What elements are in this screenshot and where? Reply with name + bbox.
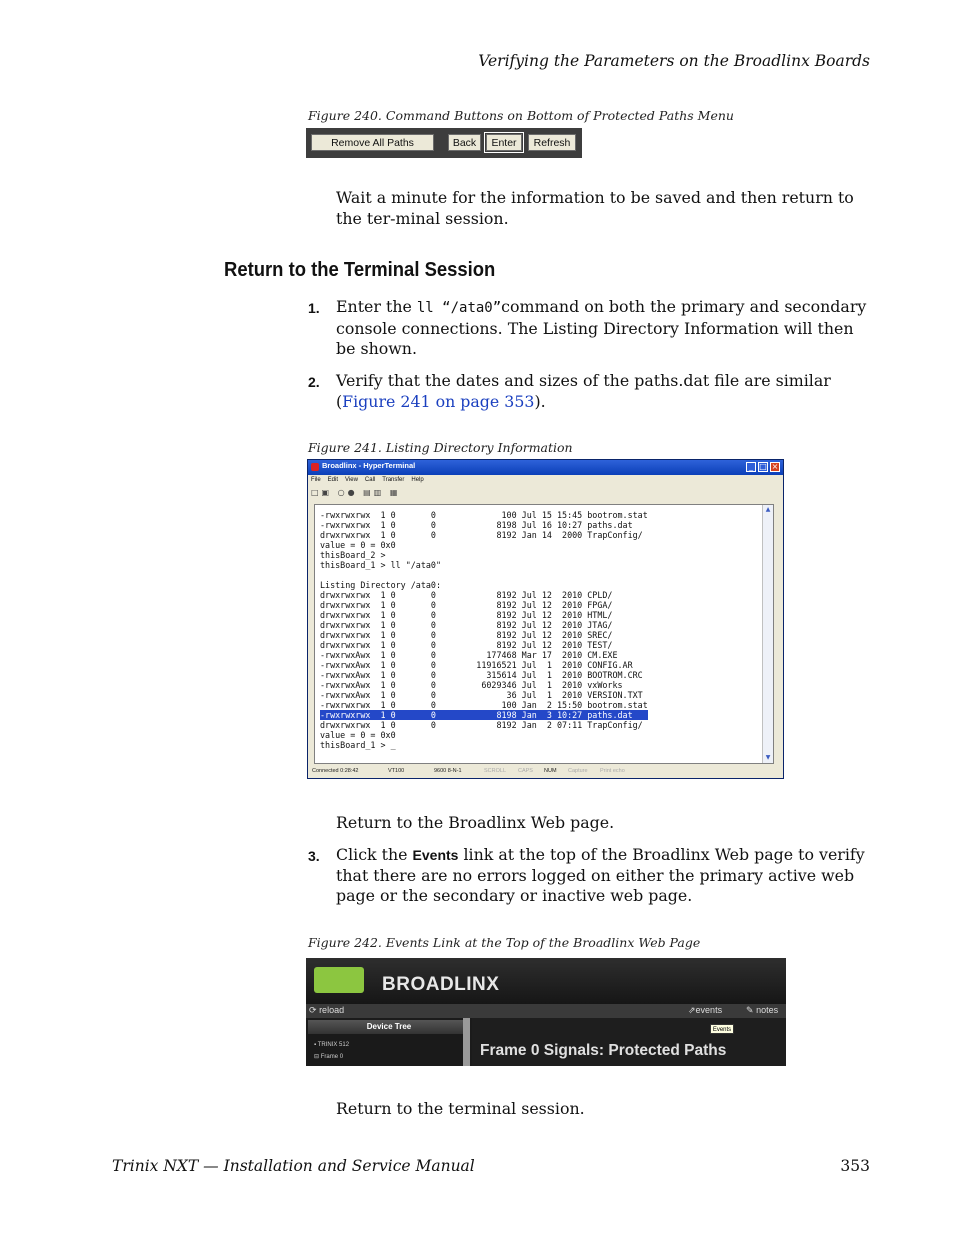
tree-item-frame0[interactable]: ⊟ Frame 0	[314, 1054, 344, 1060]
status-print-echo: Print echo	[600, 768, 625, 774]
terminal-line: -rwxrwxAwx 1 0 0 36 Jul 1 2010 VERSION.TXT	[320, 690, 643, 700]
menu-call[interactable]: Call	[364, 477, 376, 483]
terminal-line: -rwxrwxAwx 1 0 0 315614 Jul 1 2010 BOOTROM.CRC	[320, 670, 643, 680]
status-scroll: SCROLL	[484, 768, 507, 774]
events-tooltip: Events	[710, 1024, 734, 1034]
broadlinx-web-page	[306, 958, 786, 1066]
terminal-line: -rwxrwxAwx 1 0 0 11916521 Jul 1 2010 CONFIG.AR	[320, 660, 633, 670]
minimize-icon[interactable]: _	[746, 462, 756, 472]
step-3-text	[336, 845, 872, 907]
terminal-line: drwxrwxrwx 1 0 0 8192 Jul 12 2010 JTAG/	[320, 620, 613, 630]
running-header: Verifying the Parameters on the Broadlinx Boards	[478, 52, 870, 70]
step-3-before: Click the	[336, 845, 413, 864]
enter-button[interactable]: Enter	[486, 134, 522, 151]
terminal-line	[320, 570, 648, 580]
window-title: Broadlinx - HyperTerminal	[322, 461, 416, 470]
status-connected: Connected 0:28:42	[312, 768, 359, 774]
terminal-line: drwxrwxrwx 1 0 0 8192 Jan 2 07:11 TrapConfig/	[320, 720, 643, 730]
terminal-pane[interactable]	[314, 504, 774, 764]
broadlinx-header	[306, 958, 786, 1004]
step-2-text	[336, 371, 872, 412]
status-port-settings: 9600 8-N-1	[434, 768, 462, 774]
figure-241-caption: Figure 241. Listing Directory Information	[308, 440, 573, 455]
step-1-after: command on both the primary and secondary console connections. The Listing Directory Information will then be shown.	[336, 297, 867, 358]
terminal-line: thisBoard_2 >	[320, 550, 386, 560]
events-keyword: Events	[412, 847, 459, 863]
terminal-line-highlighted: -rwxrwxrwx 1 0 0 8198 Jan 3 10:27 paths.dat	[320, 710, 648, 720]
hyperterminal-window	[307, 459, 784, 779]
return-web-paragraph: Return to the Broadlinx Web page.	[336, 813, 615, 832]
device-icon: ▪	[314, 1042, 317, 1048]
events-icon: ⇗	[688, 1005, 696, 1015]
reload-icon: ⟳	[309, 1005, 317, 1015]
status-num: NUM	[544, 768, 557, 774]
tree-item-trinix[interactable]: ▪ TRINIX 512	[314, 1042, 350, 1048]
figure-241-link[interactable]: Figure 241 on page 353	[342, 391, 535, 411]
panel-splitter[interactable]	[463, 1018, 470, 1066]
command-button-bar	[306, 128, 582, 158]
return-terminal-paragraph: Return to the terminal session.	[336, 1099, 585, 1118]
terminal-line: drwxrwxrwx 1 0 0 8192 Jul 12 2010 HTML/	[320, 610, 613, 620]
status-emulation: VT100	[388, 768, 405, 774]
refresh-button[interactable]: Refresh	[528, 134, 576, 151]
terminal-line: Listing Directory /ata0:	[320, 580, 442, 590]
step-1-number: 1.	[308, 300, 320, 316]
terminal-line: -rwxrwxAwx 1 0 0 6029346 Jul 1 2010 vxWorks	[320, 680, 623, 690]
footer-title: Trinix NXT — Installation and Service Manual	[112, 1157, 475, 1175]
terminal-line: drwxrwxrwx 1 0 0 8192 Jan 14 2000 TrapConfig/	[320, 530, 643, 540]
close-icon[interactable]: ×	[771, 462, 779, 471]
scroll-up-icon[interactable]: ▲	[765, 506, 771, 513]
main-content	[472, 1018, 786, 1066]
status-bar	[310, 766, 781, 777]
terminal-line: value = 0 = 0x0	[320, 540, 396, 550]
scroll-down-icon[interactable]: ▼	[765, 754, 771, 761]
vertical-scrollbar[interactable]	[762, 505, 773, 763]
section-heading: Return to the Terminal Session	[224, 258, 496, 281]
status-capture: Capture	[568, 768, 588, 774]
terminal-line: thisBoard_1 > ll "/ata0"	[320, 560, 442, 570]
step-3-after: link at the top of the Broadlinx Web page to verify that there are no errors logged on either the primary active web page or the secondary or inactive web page.	[336, 845, 865, 905]
page-number: 353	[840, 1157, 870, 1175]
terminal-line: -rwxrwxAwx 1 0 0 177468 Mar 17 2010 CM.EXE	[320, 650, 618, 660]
terminal-line: value = 0 = 0x0	[320, 730, 396, 740]
terminal-line: -rwxrwxrwx 1 0 0 100 Jul 15 15:45 bootrom.stat	[320, 510, 648, 520]
terminal-output	[320, 510, 648, 750]
terminal-line: -rwxrwxrwx 1 0 0 100 Jan 2 15:50 bootrom.stat	[320, 700, 648, 710]
menu-file[interactable]: File	[311, 477, 321, 483]
device-tree-panel	[308, 1020, 470, 1066]
hyperterminal-app-icon	[311, 463, 319, 471]
events-link[interactable]: ⇗events	[688, 1005, 723, 1015]
terminal-line: drwxrwxrwx 1 0 0 8192 Jul 12 2010 SREC/	[320, 630, 613, 640]
remove-all-paths-button[interactable]: Remove All Paths	[311, 134, 434, 151]
broadlinx-nav-bar	[306, 1004, 786, 1018]
figure-240-caption: Figure 240. Command Buttons on Bottom of Protected Paths Menu	[308, 108, 734, 123]
terminal-line: drwxrwxrwx 1 0 0 8192 Jul 12 2010 CPLD/	[320, 590, 613, 600]
device-tree-header: Device Tree	[308, 1020, 470, 1034]
command-text: ll “/ata0”	[416, 300, 502, 316]
step-1-before: Enter the	[336, 297, 417, 316]
main-title: Frame 0 Signals: Protected Paths	[480, 1042, 727, 1059]
wait-paragraph: Wait a minute for the information to be saved and then return to the ter-minal session.	[336, 188, 854, 228]
menu-help[interactable]: Help	[411, 477, 424, 483]
window-titlebar[interactable]	[308, 460, 783, 475]
collapse-icon: ⊟	[314, 1054, 320, 1060]
reload-link[interactable]: ⟳ reload	[309, 1005, 345, 1015]
broadlinx-brand: BROADLINX	[382, 974, 500, 995]
menu-transfer[interactable]: Transfer	[382, 477, 405, 483]
step-2-number: 2.	[308, 374, 320, 390]
step-1-text	[336, 297, 872, 360]
terminal-line: thisBoard_1 > _	[320, 740, 396, 750]
menu-view[interactable]: View	[345, 477, 358, 483]
toolbar-icons[interactable]: □▣ ○● ▤▥ ▦	[311, 488, 401, 497]
terminal-line: -rwxrwxrwx 1 0 0 8198 Jul 16 10:27 paths.dat	[320, 520, 633, 530]
step-2-after: ).	[534, 391, 546, 411]
notes-icon: ✎	[746, 1005, 754, 1015]
menu-bar	[311, 477, 431, 483]
step-2-before: Verify that the dates and sizes of the paths.dat file are similar (	[336, 371, 831, 411]
figure-242-caption: Figure 242. Events Link at the Top of the Broadlinx Web Page	[308, 935, 701, 950]
terminal-line: drwxrwxrwx 1 0 0 8192 Jul 12 2010 FPGA/	[320, 600, 613, 610]
terminal-line: drwxrwxrwx 1 0 0 8192 Jul 12 2010 TEST/	[320, 640, 613, 650]
status-caps: CAPS	[518, 768, 533, 774]
maximize-icon[interactable]: □	[759, 462, 767, 471]
step-3-number: 3.	[308, 848, 320, 864]
back-button[interactable]: Back	[448, 134, 481, 151]
gv-logo-icon	[314, 967, 364, 993]
menu-edit[interactable]: Edit	[327, 477, 339, 483]
notes-link[interactable]: ✎ notes	[746, 1005, 779, 1015]
